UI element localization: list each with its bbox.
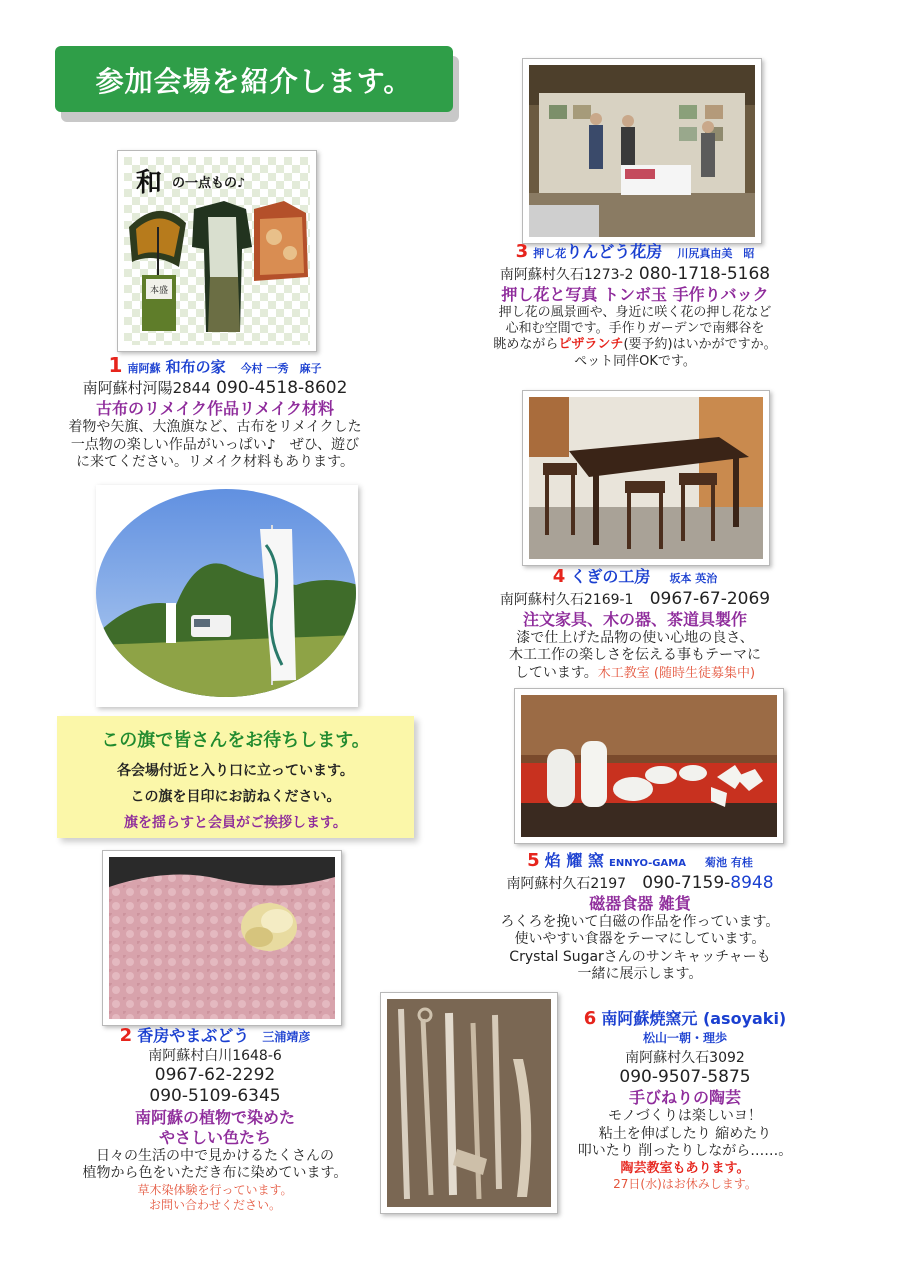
venue2-address: 南阿蘇村白川1648-6 — [148, 1047, 282, 1064]
venue1-number: 1 — [108, 353, 123, 377]
venue2-headline-1: 南阿蘇の植物で染めた — [134, 1107, 295, 1127]
venue3-headline: 押し花と写真 トンボ玉 手作りバック — [501, 284, 769, 304]
venue6-address: 南阿蘇村久石3092 — [625, 1049, 745, 1066]
venue4-desc-1: 漆で仕上げた品物の使い心地の良さ、 — [516, 629, 754, 646]
venue2-tel-2: 090-5109-6345 — [149, 1086, 281, 1107]
notice-line-2: この旗を目印にお訪ねください。 — [130, 789, 341, 805]
venue2-desc-2: 植物から色をいただき布に染めています。 — [82, 1165, 348, 1181]
venue6-photo — [380, 992, 558, 1214]
venue5-tel-pre: 090-7159- — [642, 872, 731, 893]
venue4-headline: 注文家具、木の器、茶道具製作 — [522, 609, 747, 629]
notice-line-1: 各会場付近と入り口に立っています。 — [117, 763, 354, 779]
venue2-owner: 三浦靖彦 — [262, 1030, 311, 1044]
venue3-photo — [522, 58, 762, 244]
venue3-desc-4: ペット同伴OKです。 — [574, 353, 696, 369]
photo1-caption: の一点もの♪ — [172, 176, 246, 191]
venue3-number: 3 — [515, 241, 529, 262]
venue3-desc-2: 心和む空間です。手作りガーデンで南郷谷を — [505, 321, 765, 336]
venue5-owner: 菊池 有桂 — [705, 856, 753, 869]
venue5-romaji: ENNYO-GAMA — [609, 858, 686, 869]
venue5-desc-1: ろくろを挽いて白磁の作品を作っています。 — [500, 913, 780, 930]
venue2-number: 2 — [119, 1025, 133, 1046]
bag-label: 本盛 — [150, 286, 169, 296]
venue2-note-1: 草木染体験を行っています。 — [137, 1182, 293, 1197]
venue5-desc-3: Crystal Sugarさんのサンキャッチャーも — [509, 948, 771, 965]
venue3-block — [470, 241, 800, 370]
page-title: 参加会場を紹介します。 — [95, 65, 413, 98]
venue6-name: 南阿蘇焼窯元 (asoyaki) — [601, 1009, 787, 1028]
venue2-desc-1: 日々の生活の中で見かけるたくさんの — [96, 1147, 334, 1164]
venue2-note-2: お問い合わせください。 — [148, 1197, 281, 1212]
venue1-desc-2: 一点物の楽しい作品がいっぱい♪ ぜひ、遊び — [70, 436, 360, 453]
venue1-area: 南阿蘇 — [127, 362, 161, 375]
venue5-photo — [514, 688, 784, 844]
venue6-owner: 松山一朝・理歩 — [642, 1030, 727, 1045]
venue4-address: 南阿蘇村久石2169-1 — [499, 591, 634, 608]
flag-notice — [57, 716, 414, 838]
venue6-note-1: 陶芸教室もあります。 — [620, 1160, 750, 1176]
venue4-desc-3-pre: しています。 — [514, 664, 598, 681]
venue4-woodwork-class: 木工教室 (随時生徒募集中) — [597, 665, 756, 681]
venue4-owner: 坂本 英治 — [669, 572, 718, 585]
venue6-desc-1: モノづくりは楽しいヨ！ — [608, 1108, 762, 1125]
venue3-name: りんどう花房 — [566, 242, 663, 261]
venue3-desc-3-post: (要予約)はいかがですか。 — [623, 337, 777, 353]
venue4-desc-2: 木工工作の楽しさを伝える事もテーマに — [509, 647, 761, 664]
venue2-name: 香房やまぶどう — [137, 1026, 250, 1045]
notice-line-3: 旗を揺らすと会員がご挨拶します。 — [124, 815, 347, 831]
flag-photo — [96, 485, 358, 707]
venue1-address: 南阿蘇村河陽2844 — [82, 379, 211, 397]
venue4-block — [470, 566, 800, 682]
venue6-headline: 手びねりの陶芸 — [628, 1088, 741, 1108]
venue1-name: 和布の家 — [165, 358, 226, 376]
venue1-tel: 090-4518-8602 — [216, 378, 348, 398]
photo1-kanji: 和 — [136, 168, 163, 198]
venue3-desc-1: 押し花の風景画や、身近に咲く花の押し花など — [498, 304, 772, 320]
page-banner — [55, 46, 455, 126]
venue3-pizza-lunch: ピザランチ — [558, 337, 624, 353]
venue5-headline: 磁器食器 雑貨 — [589, 893, 691, 913]
venue5-desc-2: 使いやすい食器をテーマにしています。 — [514, 931, 766, 948]
venue4-number: 4 — [552, 566, 566, 587]
venue6-tel: 090-9507-5875 — [619, 1067, 751, 1087]
venue3-prefix: 押し花 — [533, 247, 567, 260]
venue2-tel-1: 0967-62-2292 — [154, 1065, 276, 1085]
venue2-headline-2: やさしい色たち — [158, 1127, 271, 1147]
venue1-photo — [117, 150, 317, 352]
venue6-note-2: 27日(水)はお休みします。 — [613, 1177, 757, 1191]
venue5-name: 焰 耀 窯 — [544, 851, 604, 870]
venue4-tel: 0967-67-2069 — [649, 588, 771, 609]
venue5-block — [470, 850, 810, 984]
venue5-desc-4: 一緒に展示します。 — [577, 966, 703, 983]
venue3-address: 南阿蘇村久石1273-2 — [499, 266, 634, 283]
venue6-number: 6 — [583, 1008, 597, 1029]
venue1-owner: 今村 一秀 麻子 — [240, 362, 322, 375]
venue3-desc-3-pre: 眺めながら — [493, 337, 559, 353]
venue4-name: くぎの工房 — [570, 567, 651, 586]
venue2-block — [60, 1025, 370, 1213]
venue5-number: 5 — [527, 850, 540, 871]
venue1-desc-1: 着物や矢旗、大漁旗など、古布をリメイクした — [68, 419, 362, 436]
venue4-photo — [522, 390, 770, 566]
venue2-photo — [102, 850, 342, 1026]
venue3-tel: 080-1718-5168 — [638, 263, 771, 284]
venue1-block — [50, 353, 380, 472]
venue5-address: 南阿蘇村久石2197 — [506, 875, 627, 892]
venue5-tel-post: 8948 — [730, 872, 774, 893]
notice-title: この旗で皆さんをお待ちします。 — [101, 730, 370, 751]
venue6-desc-3: 叩いたり 削ったりしながら……。 — [577, 1143, 793, 1160]
venue1-headline: 古布のリメイク作品リメイク材料 — [95, 399, 335, 419]
venue6-block — [560, 1008, 810, 1192]
venue1-desc-3: に来てください。リメイク材料もあります。 — [75, 454, 355, 471]
venue3-owner: 川尻真由美 昭 — [677, 247, 755, 260]
venue6-desc-2: 粘土を伸ばしたり 縮めたり — [598, 1125, 772, 1142]
